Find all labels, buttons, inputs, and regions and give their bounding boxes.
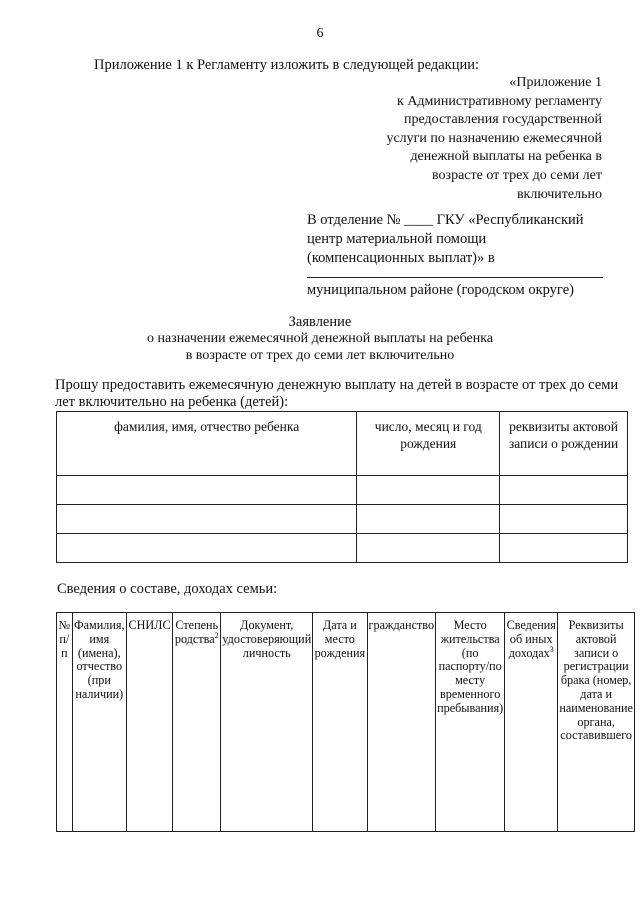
addressee-block (307, 211, 607, 268)
document-title: Заявление (288, 314, 352, 330)
district-blank-line (307, 277, 603, 278)
table-row (57, 534, 628, 563)
addressee-line: (компенсационных выплат)» в (307, 250, 495, 266)
column-header-birth-record: реквизиты актовой записи о рождении (500, 412, 628, 476)
document-subtitle (0, 330, 640, 364)
appendix-line: к Административному регламенту (397, 93, 602, 109)
subtitle-line: о назначении ежемесячной денежной выплаты на ребенка (146, 331, 494, 346)
table-cell[interactable] (57, 476, 357, 505)
table-cell[interactable] (500, 476, 628, 505)
addressee-district: муниципальном районе (городском округе) (307, 282, 574, 298)
appendix-line: услуги по назначению ежемесячной (386, 130, 602, 146)
intro-text: Приложение 1 к Регламенту изложить в следующей редакции: (94, 57, 480, 73)
table-cell[interactable] (357, 534, 500, 563)
appendix-line: включительно (516, 186, 602, 202)
appendix-line: «Приложение 1 (509, 75, 602, 90)
column-header-birth-date: число, месяц и год рождения (357, 412, 500, 476)
column-header-full-name: Фамилия, имя (имена), отчество (при наличии) (72, 613, 126, 832)
children-table (56, 411, 628, 563)
appendix-reference (352, 74, 602, 204)
column-header-snils: СНИЛС (126, 613, 172, 832)
column-header-citizenship: гражданство (367, 613, 436, 832)
column-header-other-income: Сведения об иных доходах$^3$ (505, 613, 558, 832)
column-header-number: № п/п (57, 613, 73, 832)
request-text: Прошу предоставить ежемесячную денежную выплату на детей в возрасте от трех до семи лет включительно на ребенка (детей): (55, 377, 619, 410)
addressee-line: центр материальной помощи (307, 231, 487, 247)
table-row (57, 476, 628, 505)
table-cell[interactable] (500, 505, 628, 534)
family-section-heading: Сведения о составе, доходах семьи: (57, 581, 278, 597)
page-number: 6 (316, 26, 324, 41)
column-header-child-name: фамилия, имя, отчество ребенка (57, 412, 357, 476)
table-cell[interactable] (357, 476, 500, 505)
appendix-line: денежной выплаты на ребенка в (410, 149, 602, 165)
table-cell[interactable] (57, 505, 357, 534)
column-header-residence: Место жительства (по паспорту/по месту временного пребывания) (436, 613, 505, 832)
column-header-birth-date-place: Дата и место рождения (313, 613, 367, 832)
addressee-line: В отделение № ____ ГКУ «Республиканский (307, 212, 584, 228)
subtitle-line: в возрасте от трех до семи лет включительно (185, 348, 455, 363)
appendix-line: возрасте от трех до семи лет (432, 167, 602, 183)
column-header-marriage-record: Реквизиты актовой записи о регистрации брака (номер, дата и наименование органа, составившего (558, 613, 635, 832)
table-cell[interactable] (57, 534, 357, 563)
table-cell[interactable] (500, 534, 628, 563)
column-header-id-document: Документ, удостоверяющий личность (221, 613, 313, 832)
table-row (57, 505, 628, 534)
family-table (56, 612, 635, 832)
table-cell[interactable] (357, 505, 500, 534)
appendix-line: предоставления государственной (403, 112, 602, 128)
column-header-relationship: Степень родства$^2$ (173, 613, 221, 832)
